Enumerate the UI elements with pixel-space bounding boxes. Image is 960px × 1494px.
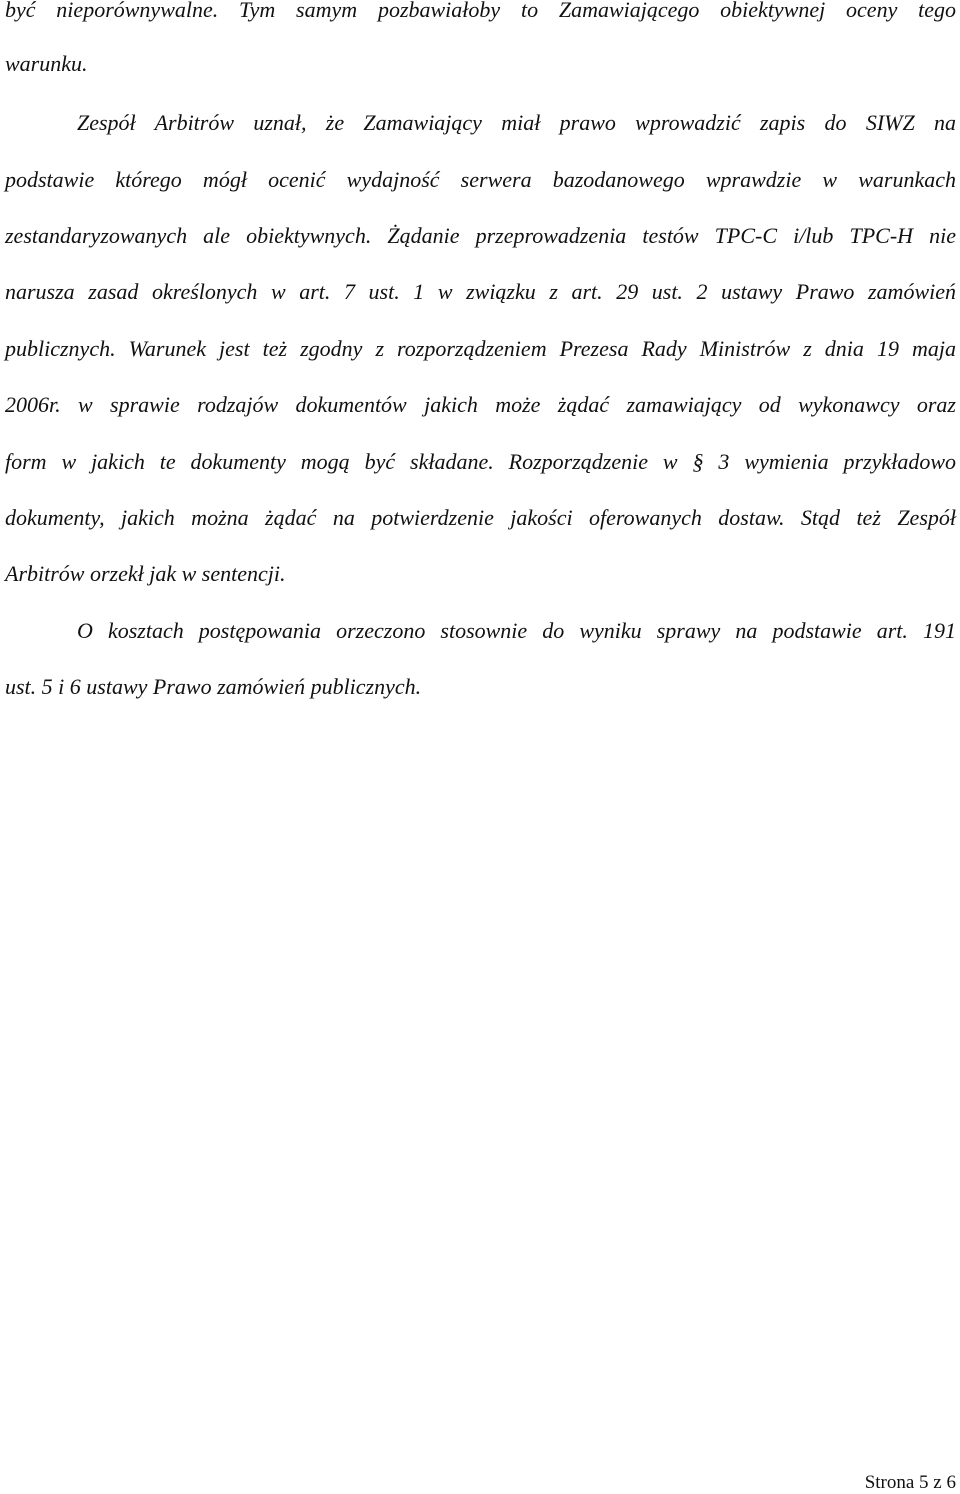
paragraph-line: Zespół Arbitrów uznał, że Zamawiający miał prawo wprowadzić zapis do SIWZ na bbox=[77, 110, 956, 135]
paragraph-line: Arbitrów orzekł jak w sentencji. bbox=[5, 561, 286, 586]
paragraph-line: O kosztach postępowania orzeczono stosownie do wyniku sprawy na podstawie art. 191 bbox=[77, 618, 956, 643]
paragraph-line: dokumenty, jakich można żądać na potwierdzenie jakości oferowanych dostaw. Stąd też Zespół bbox=[5, 505, 956, 530]
paragraph-line: warunku. bbox=[5, 51, 88, 76]
page-number: Strona 5 z 6 bbox=[864, 1472, 956, 1493]
paragraph-line: narusza zasad określonych w art. 7 ust. 1 w związku z art. 29 ust. 2 ustawy Prawo zamówień bbox=[5, 279, 956, 304]
paragraph-line: być nieporównywalne. Tym samym pozbawiałoby to Zamawiającego obiektywnej oceny tego bbox=[5, 0, 956, 22]
paragraph-line: ust. 5 i 6 ustawy Prawo zamówień publicznych. bbox=[5, 674, 422, 699]
paragraph-line: zestandaryzowanych ale obiektywnych. Żądanie przeprowadzenia testów TPC-C i/lub TPC-H nie bbox=[5, 223, 956, 248]
paragraph-line: podstawie którego mógł ocenić wydajność serwera bazodanowego wprawdzie w warunkach bbox=[5, 167, 956, 192]
paragraph-line: publicznych. Warunek jest też zgodny z rozporządzeniem Prezesa Rady Ministrów z dnia 19 maja bbox=[5, 336, 956, 361]
paragraph-line: 2006r. w sprawie rodzajów dokumentów jakich może żądać zamawiający od wykonawcy oraz bbox=[5, 392, 956, 417]
paragraph-line: form w jakich te dokumenty mogą być składane. Rozporządzenie w § 3 wymienia przykładowo bbox=[5, 449, 956, 474]
